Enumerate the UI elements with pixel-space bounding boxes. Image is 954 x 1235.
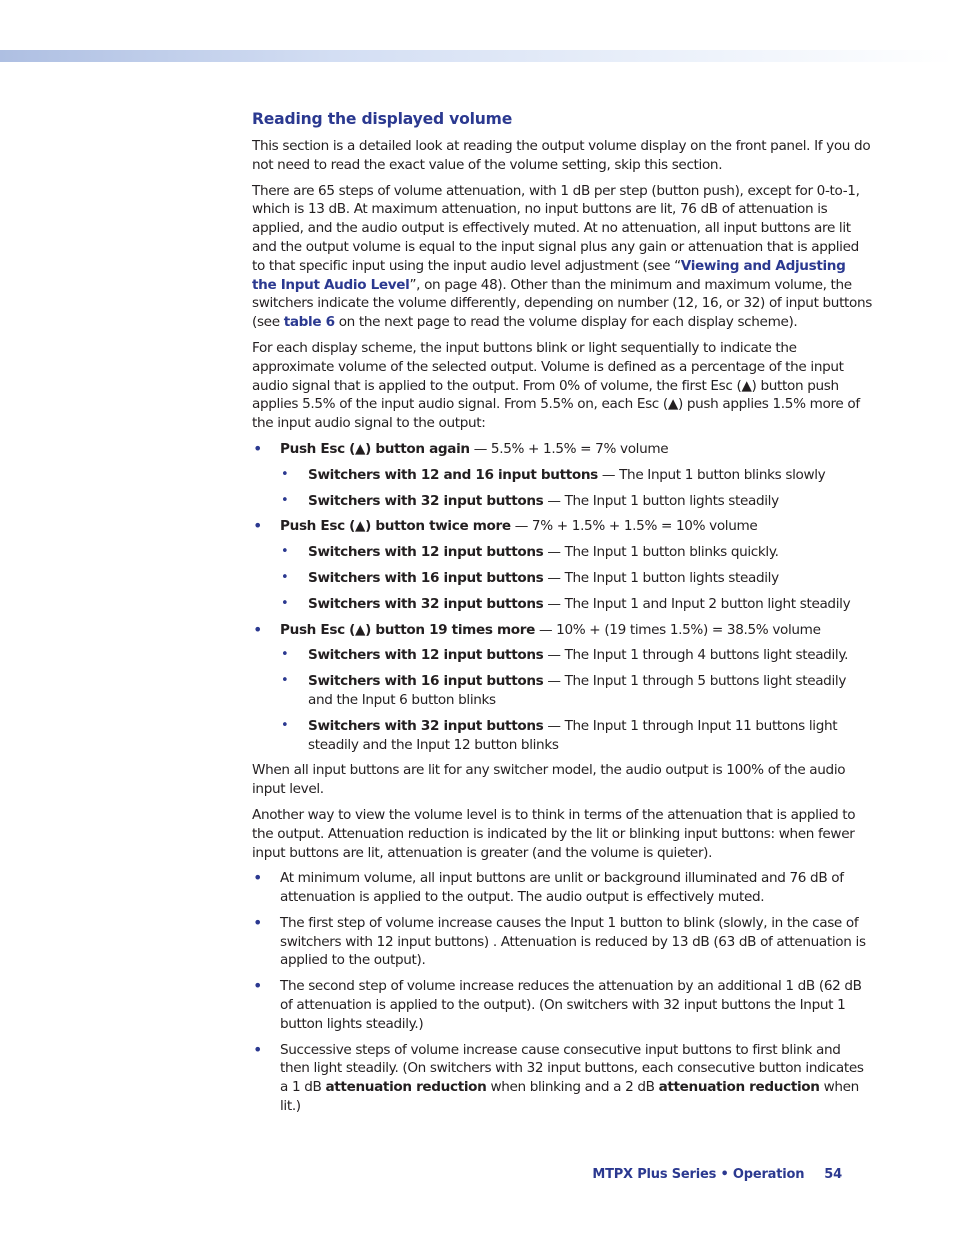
list-item-text: — The Input 1 button lights steadily	[543, 492, 779, 509]
attenuation-view-paragraph: Another way to view the volume level is to think in terms of the attenuation that is applied to the output. Attenuation reduction is indicated by the lit or blinking input buttons: when fewer input buttons are lit, attenuation is greater (and the volume is quieter).	[252, 806, 856, 861]
esc-push-list	[252, 440, 874, 754]
list-item-bold: Switchers with 16 input buttons	[308, 673, 544, 690]
list-item-bold: Switchers with 16 input buttons	[308, 569, 544, 586]
paragraph-text: ”, on page 48). Other than the minimum and maximum volume, the switchers indicate the volume differently, depending on number (12, 16, or 32) of input buttons (see	[252, 276, 872, 331]
sub-list-item	[280, 672, 874, 710]
list-item-text: — The Input 1 button blinks slowly	[597, 466, 826, 483]
list-item-text: when blinking and a 2 dB	[486, 1079, 659, 1096]
attenuation-steps-paragraph	[252, 182, 874, 332]
list-item-text: — The Input 1 and Input 2 button light steadily	[543, 595, 851, 612]
list-item-bold: Switchers with 12 input buttons	[308, 647, 544, 664]
sub-list-item	[280, 569, 874, 588]
page-footer	[560, 1167, 842, 1182]
list-item-bold: Switchers with 12 input buttons	[308, 544, 544, 561]
list-item-bold: Switchers with 32 input buttons	[308, 717, 544, 734]
list-item-bold: Switchers with 32 input buttons	[308, 595, 544, 612]
list-item-text: — 5.5% + 1.5% = 7% volume	[469, 440, 669, 457]
attenuation-list	[252, 869, 874, 1116]
page-number: 54	[824, 1167, 842, 1182]
list-item-text: — The Input 1 button blinks quickly.	[543, 544, 779, 561]
list-item-text: — 7% + 1.5% + 1.5% = 10% volume	[510, 518, 758, 535]
list-item-bold: Switchers with 12 and 16 input buttons	[308, 466, 598, 483]
sub-list	[280, 466, 874, 511]
list-item-bold: Push Esc (▲) button 19 times more	[280, 621, 535, 638]
list-item-text: — The Input 1 button lights steadily	[543, 569, 779, 586]
list-item-bold: Push Esc (▲) button twice more	[280, 518, 511, 535]
list-item	[252, 621, 874, 755]
list-item: • The first step of volume increase causes the Input 1 button to blink (slowly, in the case of switchers with 12 input buttons) . Attenuation is reduced by 13 dB (63 dB of attenuation is applied to the output).	[252, 914, 874, 970]
list-item-text: — The Input 1 through 5 buttons light steadily and the Input 6 button blinks	[308, 673, 847, 708]
list-item-text: Successive steps of volume increase cause consecutive input buttons to first blink and then light steadily. (On switchers with 32 input buttons, each consecutive button indicates a 1 dB	[280, 1041, 864, 1096]
display-scheme-paragraph: For each display scheme, the input buttons blink or light sequentially to indicate the approximate volume of the selected output. Volume is defined as a percentage of the input audio signal that is applied to the output. From 0% of volume, the first Esc (▲) button push applies 5.5% of the input audio signal. From 5.5% on, each Esc (▲) push applies 1.5% more of the input audio signal to the output:	[252, 339, 860, 432]
section-heading: Reading the displayed volume	[252, 110, 513, 128]
sub-list	[280, 646, 874, 754]
list-item-text: when lit.)	[280, 1079, 859, 1115]
header-gradient-band	[0, 50, 954, 62]
paragraph-text: on the next page to read the volume display for each display scheme).	[334, 314, 798, 331]
paragraph-text: There are 65 steps of volume attenuation, with 1 dB per step (button push), except for 0-to-1, which is 13 dB. At maximum attenuation, no input buttons are lit, 76 dB of attenuation is applied, and the audio output is effectively muted. At no attenuation, all input buttons are lit and the output volume is equal to the input signal plus any gain or attenuation that is applied to that specific input using the input audio level adjustment (see “	[252, 182, 860, 274]
sub-list-item	[280, 466, 874, 485]
list-item	[252, 440, 874, 510]
intro-paragraph: This section is a detailed look at reading the output volume display on the front panel. If you do not need to read the exact value of the volume setting, skip this section.	[252, 138, 871, 173]
list-item	[252, 517, 874, 613]
full-volume-paragraph: When all input buttons are lit for any switcher model, the audio output is 100% of the audio input level.	[252, 762, 846, 798]
sub-list-item	[280, 492, 874, 511]
sub-list-item	[280, 595, 874, 614]
list-item-text: — The Input 1 through Input 11 buttons light steadily and the Input 12 button blinks	[308, 717, 838, 753]
viewing-adjusting-input-audio-link[interactable]: Viewing and Adjusting the Input Audio Level	[252, 257, 846, 293]
sub-list	[280, 543, 874, 613]
list-item-text: — 10% + (19 times 1.5%) = 38.5% volume	[534, 621, 821, 638]
list-item	[252, 1041, 874, 1116]
table-6-link[interactable]: table 6	[283, 314, 335, 331]
list-item-bold: Push Esc (▲) button again	[280, 440, 470, 457]
list-item-bold: Switchers with 32 input buttons	[308, 492, 544, 509]
sub-list-item	[280, 646, 874, 665]
sub-list-item	[280, 717, 874, 755]
footer-title: MTPX Plus Series • Operation	[592, 1167, 805, 1182]
page-content	[252, 108, 874, 1123]
list-item-bold: attenuation reduction	[658, 1079, 820, 1096]
list-item-text: — The Input 1 through 4 buttons light steadily.	[543, 647, 849, 664]
list-item-bold: attenuation reduction	[325, 1079, 487, 1096]
list-item: • The second step of volume increase reduces the attenuation by an additional 1 dB (62 dB of attenuation is applied to the output). (On switchers with 32 input buttons the Input 1 button lights steadily.)	[252, 977, 874, 1033]
sub-list-item	[280, 543, 874, 562]
list-item: • At minimum volume, all input buttons are unlit or background illuminated and 76 dB of attenuation is applied to the output. The audio output is effectively muted.	[252, 869, 874, 907]
